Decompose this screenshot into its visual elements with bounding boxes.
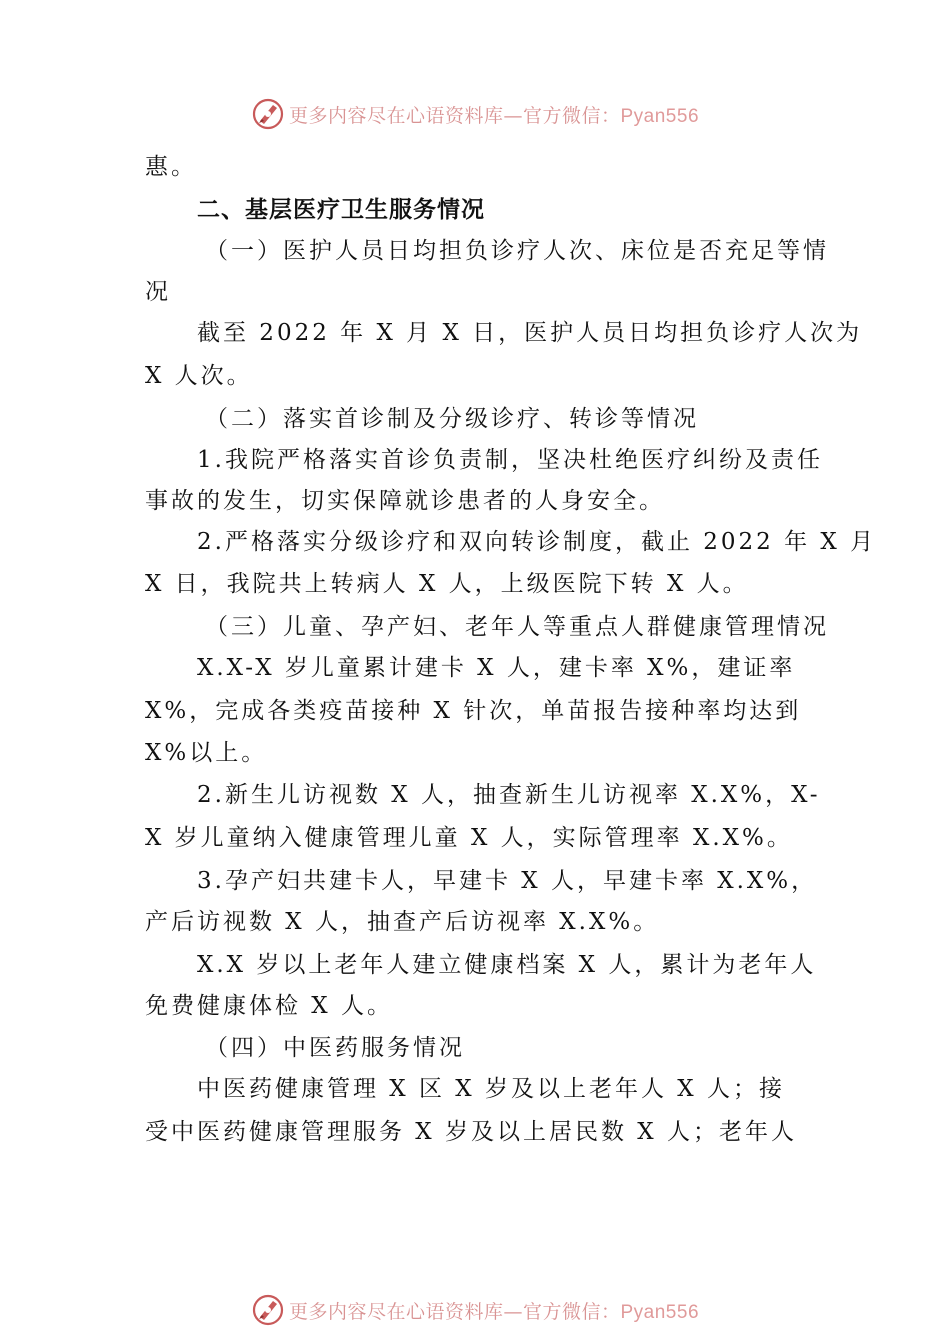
paragraph-line: 免费健康体检 X 人。: [145, 993, 393, 1019]
paragraph-line: 产后访视数 X 人，抽查产后访视率 X.X%。: [145, 909, 660, 935]
paragraph-line: X 日，我院共上转病人 X 人，上级医院下转 X 人。: [145, 571, 749, 597]
subsection-heading: （二）落实首诊制及分级诊疗、转诊等情况: [205, 406, 699, 432]
paragraph-line: 2.新生儿访视数 X 人，抽查新生儿访视率 X.X%，X-: [197, 782, 821, 808]
footer-watermark: [0, 1290, 950, 1330]
watermark-text: 更多内容尽在心语资料库—官方微信：Pyan556: [288, 104, 700, 127]
paragraph-line: X%，完成各类疫苗接种 X 针次，单苗报告接种率均达到: [145, 698, 802, 724]
paragraph-line: 事故的发生，切实保障就诊患者的人身安全。: [145, 488, 665, 514]
paragraph-line: X 人次。: [145, 363, 253, 389]
paragraph-line: 中医药健康管理 X 区 X 岁及以上老年人 X 人；接: [197, 1076, 785, 1102]
paragraph-line: X.X-X 岁儿童累计建卡 X 人，建卡率 X%，建证率: [197, 655, 796, 681]
paragraph-line: 况: [145, 279, 171, 305]
paragraph-line: 惠。: [145, 154, 197, 180]
watermark-text: 更多内容尽在心语资料库—官方微信：Pyan556: [288, 1300, 700, 1323]
logo-icon: [251, 97, 285, 131]
header-watermark: [0, 94, 950, 134]
subsection-heading: （三）儿童、孕产妇、老年人等重点人群健康管理情况: [205, 614, 829, 640]
paragraph-line: 截至 2022 年 X 月 X 日，医护人员日均担负诊疗人次为: [197, 320, 863, 346]
subsection-heading: （四）中医药服务情况: [205, 1035, 465, 1061]
paragraph-line: X%以上。: [145, 740, 268, 766]
section-heading: 二、基层医疗卫生服务情况: [197, 197, 485, 223]
paragraph-line: 1.我院严格落实首诊负责制，坚决杜绝医疗纠纷及责任: [197, 447, 823, 473]
paragraph-line: 3.孕产妇共建卡人，早建卡 X 人，早建卡率 X.X%，: [197, 868, 818, 894]
paragraph-line: X 岁儿童纳入健康管理儿童 X 人，实际管理率 X.X%。: [145, 825, 793, 851]
subsection-heading: （一）医护人员日均担负诊疗人次、床位是否充足等情: [205, 238, 829, 264]
logo-icon: [251, 1293, 285, 1327]
paragraph-line: X.X 岁以上老年人建立健康档案 X 人，累计为老年人: [197, 952, 817, 978]
paragraph-line: 受中医药健康管理服务 X 岁及以上居民数 X 人；老年人: [145, 1119, 797, 1145]
paragraph-line: 2.严格落实分级诊疗和双向转诊制度，截止 2022 年 X 月: [197, 529, 877, 555]
